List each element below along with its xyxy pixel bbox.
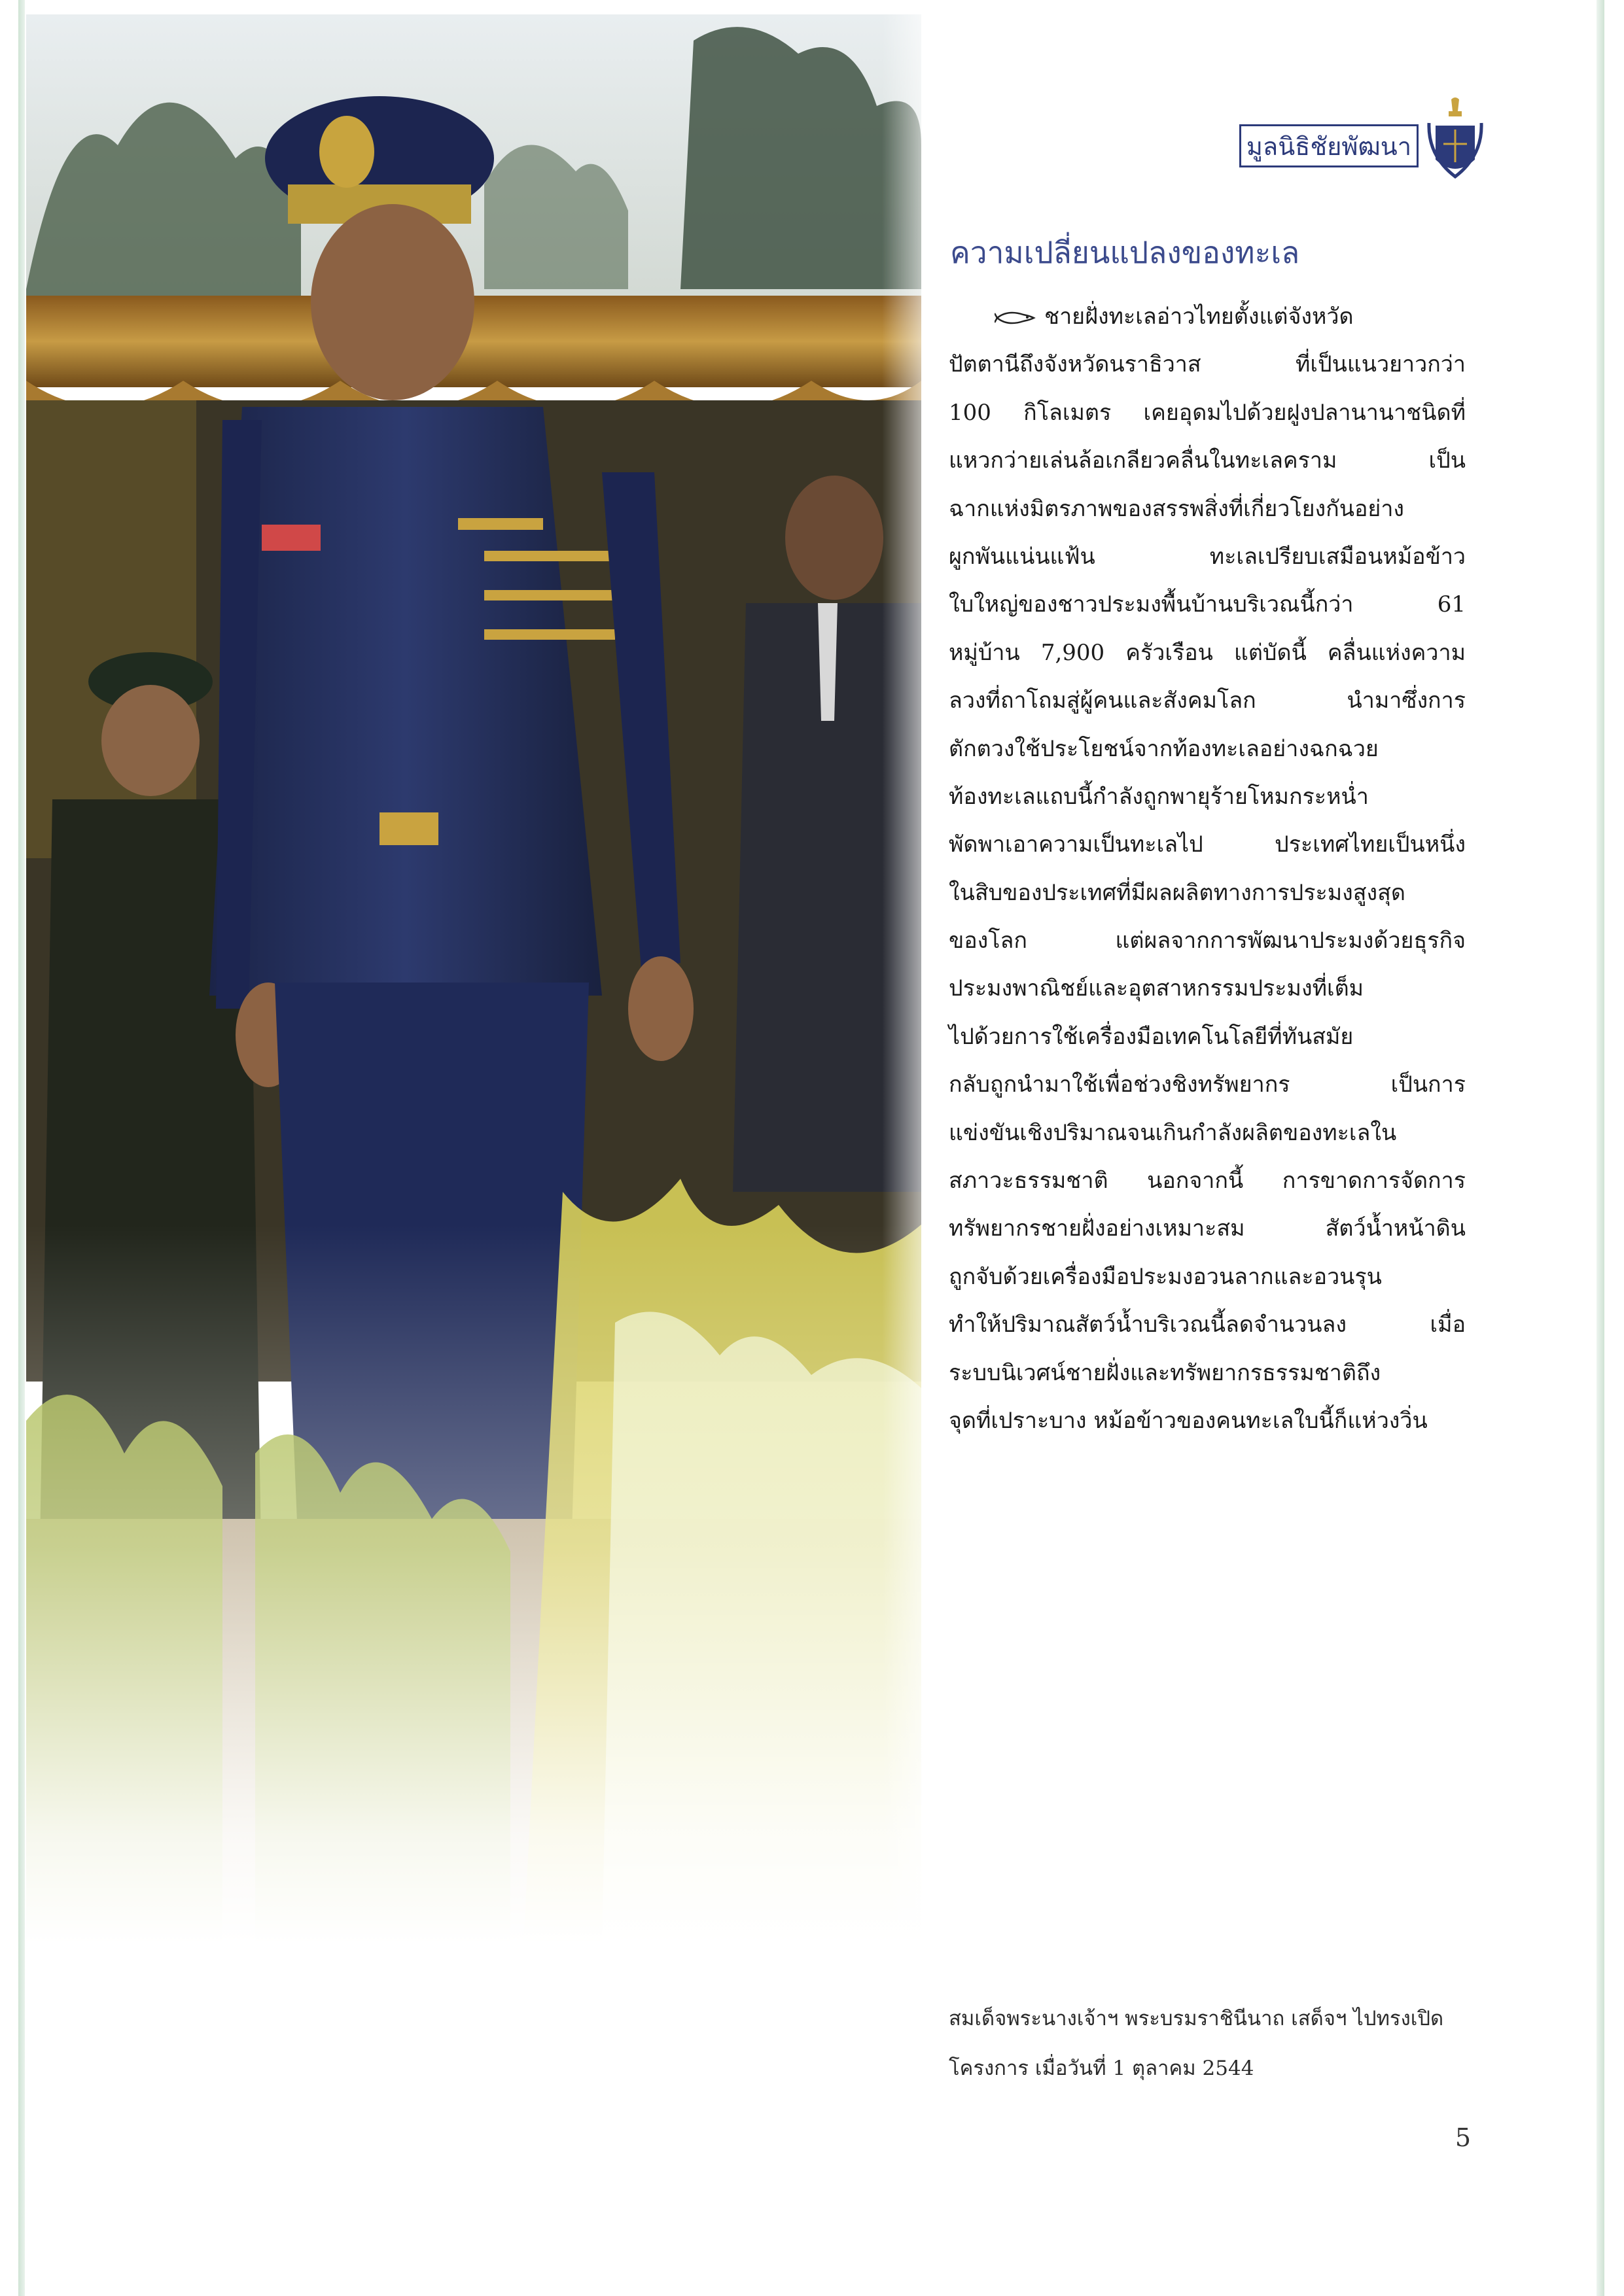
body-paragraph (949, 293, 1466, 1445)
body-line: ผูกพันแน่นแฟ้น ทะเลเปรียบเสมือนหม้อข้าว (949, 543, 1466, 570)
body-line: แหวกว่ายเล่นล้อเกลียวคลื่นในทะเลคราม เป็น (949, 447, 1466, 474)
body-line: ตักตวงใช้ประโยชน์จากท้องทะเลอย่างฉกฉวย (949, 735, 1379, 762)
foundation-logo-text: มูลนิธิชัยพัฒนา (1246, 131, 1412, 161)
body-line-text: ชายฝั่งทะเลอ่าวไทยตั้งแต่จังหวัด (1044, 304, 1354, 330)
fish-icon (995, 308, 1039, 328)
body-line: 100 กิโลเมตร เคยอุดมไปด้วยฝูงปลานานาชนิดที่ (949, 399, 1466, 426)
ceremony-photo (26, 14, 921, 1944)
body-line: ของโลก แต่ผลจากการพัฒนาประมงด้วยธุรกิจ (949, 928, 1466, 954)
section-heading: ความเปลี่ยนแปลงของทะเล (950, 235, 1300, 270)
caption-line: สมเด็จพระนางเจ้าฯ พระบรมราชินีนาถ เสด็จฯ ไปทรงเปิด (949, 2007, 1444, 2030)
photo-fade-overlay (26, 1225, 921, 1944)
page-number: 5 (1455, 2123, 1471, 2152)
body-line: ทรัพยากรชายฝั่งอย่างเหมาะสม สัตว์น้ำหน้าดิน (949, 1215, 1466, 1242)
body-line: หมู่บ้าน 7,900 ครัวเรือน แต่บัดนี้ คลื่นแห่งความ (949, 639, 1466, 666)
body-line: ทำให้ปริมาณสัตว์น้ำบริเวณนี้ลดจำนวนลง เมื่อ (949, 1312, 1466, 1338)
photo-fade-right-overlay (882, 14, 921, 1944)
body-line: ระบบนิเวศน์ชายฝั่งและทรัพยากรธรรมชาติถึง (949, 1359, 1381, 1386)
body-line: ในสิบของประเทศที่มีผลผลิตทางการประมงสูงสุด (949, 879, 1405, 906)
foundation-logo-box (1239, 124, 1419, 167)
body-line: สภาวะธรรมชาติ นอกจากนี้ การขาดการจัดการ (949, 1168, 1466, 1194)
body-line: ปัตตานีถึงจังหวัดนราธิวาส ที่เป็นแนวยาวกว่า (949, 351, 1466, 378)
body-line: กลับถูกนำมาใช้เพื่อช่วงชิงทรัพยากร เป็นการ (949, 1071, 1466, 1098)
body-line: ใบใหญ่ของชาวประมงพื้นบ้านบริเวณนี้กว่า 61 (949, 591, 1466, 618)
body-line: ฉากแห่งมิตรภาพของสรรพสิ่งที่เกี่ยวโยงกันอย่าง (949, 495, 1405, 522)
body-line: ลวงที่ถาโถมสู่ผู้คนและสังคมโลก นำมาซึ่งการ (949, 687, 1466, 714)
page-edge-right (1597, 0, 1604, 2296)
caption-line: โครงการ เมื่อวันที่ 1 ตุลาคม 2544 (949, 2057, 1254, 2080)
royal-crest-icon (1425, 97, 1485, 181)
page-edge-left (18, 0, 25, 2296)
photo-caption (949, 1994, 1466, 2093)
body-line: ประมงพาณิชย์และอุตสาหกรรมประมงที่เต็ม (949, 975, 1364, 1002)
body-line: ท้องทะเลแถบนี้กำลังถูกพายุร้ายโหมกระหน่ำ (949, 783, 1369, 810)
body-line: พัดพาเอาความเป็นทะเลไป ประเทศไทยเป็นหนึ่ง (949, 831, 1466, 858)
body-line: ถูกจับด้วยเครื่องมือประมงอวนลากและอวนรุน (949, 1263, 1382, 1290)
body-line (949, 293, 1466, 341)
body-line: จุดที่เปราะบาง หม้อข้าวของคนทะเลใบนี้ก็แห่วงวิ่น (949, 1407, 1428, 1434)
body-line: ไปด้วยการใช้เครื่องมือเทคโนโลยีที่ทันสมัย (949, 1023, 1354, 1050)
body-line: แข่งขันเชิงปริมาณจนเกินกำลังผลิตของทะเลใน (949, 1119, 1397, 1146)
